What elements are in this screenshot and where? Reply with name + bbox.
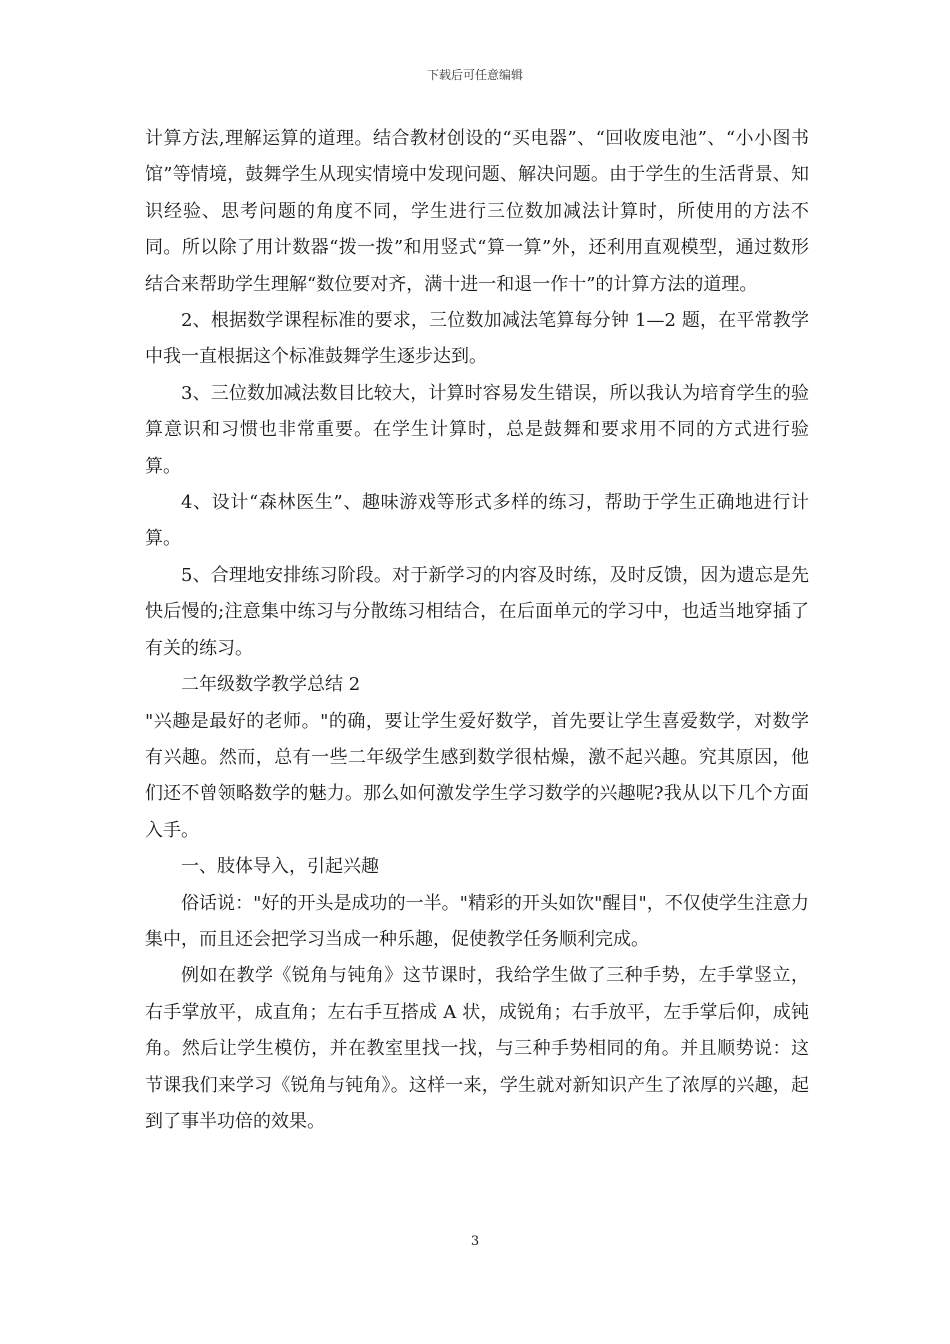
paragraph-calculation-method: 计算方法,理解运算的道理。结合教材创设的“买电器”、“回收废电池”、“小小图书馆”等情境，鼓舞学生从现实情境中发现问题、解决问题。由于学生的生活背景、知识经验、思考问题的角度不同，学生进行三位数加减法计算时，所使用的方法不同。所以除了用计数器“拨一拨”和用竖式“算一算”外，还利用直观模型，通过数形结合来帮助学生理解“数位要对齐，满十进一和退一作十”的计算方法的道理。: [145, 128, 809, 295]
paragraph-proverb: 俗话说："好的开头是成功的一半。"精彩的开头如饮"醒目"，不仅使学生注意力集中，而且还会把学习当成一种乐趣，促使教学任务顺利完成。: [145, 892, 809, 950]
paragraph-angle-example: 例如在教学《锐角与钝角》这节课时，我给学生做了三种手势，左手掌竖立，右手掌放平，成直角；左右手互搭成 A 状，成锐角；右手放平，左手掌后仰，成钝角。然后让学生模仿，并在教室里找一找，与三种手势相同的角。并且顺势说：这节课我们来学习《锐角与钝角》。这样一来，学生就对新知识产生了浓厚的兴趣，起到了事半功倍的效果。: [145, 965, 809, 1132]
page-header: 下载后可任意编辑: [426, 68, 523, 82]
paragraph-interest-intro: "兴趣是最好的老师。"的确，要让学生爱好数学，首先要让学生喜爱数学，对数学有兴趣。然而，总有一些二年级学生感到数学很枯燥，激不起兴趣。究其原因，他们还不曾领略数学的魅力。那么如何激发学生学习数学的兴趣呢?我从以下几个方面入手。: [145, 710, 809, 841]
paragraph-point-5: 5、合理地安排练习阶段。对于新学习的内容及时练，及时反馈，因为遗忘是先快后慢的;注意集中练习与分散练习相结合，在后面单元的学习中，也适当地穿插了有关的练习。: [145, 564, 809, 659]
paragraph-point-2: 2、根据数学课程标准的要求，三位数加减法笔算每分钟 1—2 题，在平常教学中我一直根据这个标准鼓舞学生逐步达到。: [145, 310, 809, 368]
paragraph-point-3: 3、三位数加减法数目比较大，计算时容易发生错误，所以我认为培育学生的验算意识和习惯也非常重要。在学生计算时，总是鼓舞和要求用不同的方式进行验算。: [145, 382, 809, 477]
paragraph-point-4: 4、设计“森林医生”、趣味游戏等形式多样的练习，帮助于学生正确地进行计算。: [145, 492, 809, 550]
section-title-summary-2: 二年级数学教学总结 2: [181, 674, 361, 696]
subheading-body-introduction: 一、肢体导入，引起兴趣: [181, 856, 379, 878]
document-body: [145, 121, 809, 1140]
page-number: 3: [470, 1234, 480, 1249]
